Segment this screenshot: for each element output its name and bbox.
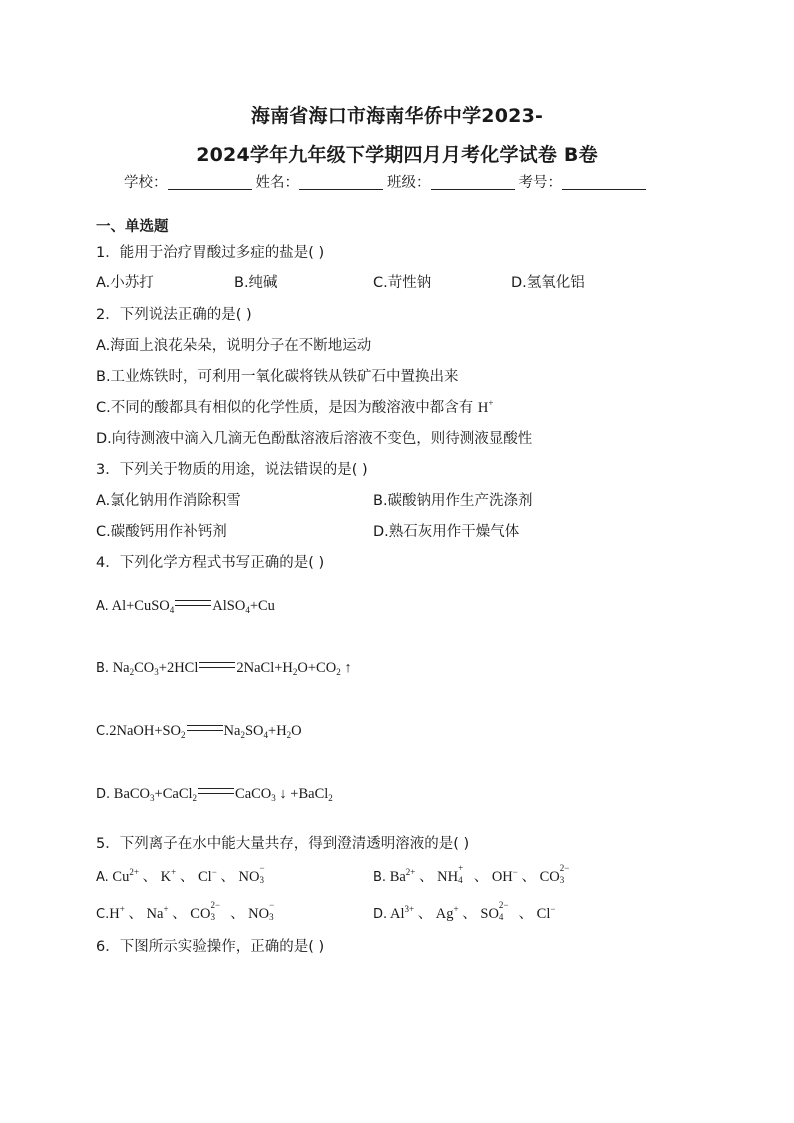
school-blank	[168, 175, 252, 190]
q3-option-d: D.熟石灰用作干燥气体	[373, 524, 520, 540]
class-blank	[431, 175, 515, 190]
q1-option-c: C.苛性钠	[373, 275, 432, 291]
class-label: 班级：	[387, 175, 431, 191]
q4-option-c: $C.2NaOH+SO_2$ $Na_2SO_4+H_2O$	[96, 723, 302, 740]
q5-option-c: C.H+ 、 Na+ 、 CO 2− 3 、 NO − 3	[96, 900, 275, 922]
q5-option-b: B. $Ba^{2+}$ 、 NH + 4 、 OH− 、 CO 2− 3	[373, 863, 570, 885]
title-line-1: 海南省海口市海南华侨中学2023-	[250, 105, 544, 127]
q1-stem: 1．能用于治疗胃酸过多症的盐是( )	[96, 245, 325, 261]
q4-option-a: A. Al+CuSO$_4$ AlSO$_4$+Cu	[96, 598, 275, 615]
hydrogen-ion: H+	[477, 398, 494, 416]
q5-stem: 5．下列离子在水中能大量共存，得到澄清透明溶液的是( )	[96, 836, 470, 852]
q2-stem: 2．下列说法正确的是( )	[96, 307, 252, 323]
name-label: 姓名：	[255, 175, 299, 191]
q2-option-c	[96, 396, 493, 417]
q4-option-d: D. BaCO$_3$+CaCl$_2$ CaCO$_3$ ↓ +BaCl$_2$	[96, 786, 333, 803]
q2-option-d: D.向待测液中滴入几滴无色酚酞溶液后溶液不变色，则待测液显酸性	[96, 431, 533, 447]
q2-option-a: A.海面上浪花朵朵，说明分子在不断地运动	[96, 338, 372, 354]
title-line-2: 2024学年九年级下学期四月月考化学试卷 B卷	[196, 144, 598, 166]
q3-option-b: B.碳酸钠用作生产洗涤剂	[373, 493, 533, 509]
exam-number-blank	[562, 175, 646, 190]
q3-stem: 3．下列关于物质的用途，说法错误的是( )	[96, 462, 368, 478]
q1-option-d: D.氢氧化铝	[511, 275, 585, 291]
q2-option-b: B.工业炼铁时，可利用一氧化碳将铁从铁矿石中置换出来	[96, 369, 459, 385]
student-info-row	[124, 171, 650, 192]
q4-stem: 4．下列化学方程式书写正确的是( )	[96, 555, 325, 571]
q2-option-c-text: C.不同的酸都具有相似的化学性质，是因为酸溶液中都含有	[96, 400, 474, 416]
q3-option-a: A.氯化钠用作消除积雪	[96, 493, 241, 509]
q1-option-a: A.小苏打	[96, 275, 154, 291]
q4-option-b: B. $Na_2CO_3+2HCl$ $2NaCl+H_2O+CO_2$ ↑	[96, 660, 352, 677]
section-title: 一、单选题	[96, 219, 169, 235]
school-label: 学校：	[124, 175, 168, 191]
q5-option-d: D. $Al^{3+}$ 、 Ag+ 、 SO 2− 4 、 Cl−	[373, 900, 556, 922]
q1-option-b: B.纯碱	[234, 275, 278, 291]
q5-option-a: A. $Cu^{2+}$ 、 K+ 、 Cl− 、 NO − 3	[96, 863, 265, 885]
q6-stem: 6．下图所示实验操作，正确的是( )	[96, 939, 325, 955]
q3-option-c: C.碳酸钙用作补钙剂	[96, 524, 227, 540]
exam-number-label: 考号：	[518, 175, 562, 191]
name-blank	[299, 175, 383, 190]
